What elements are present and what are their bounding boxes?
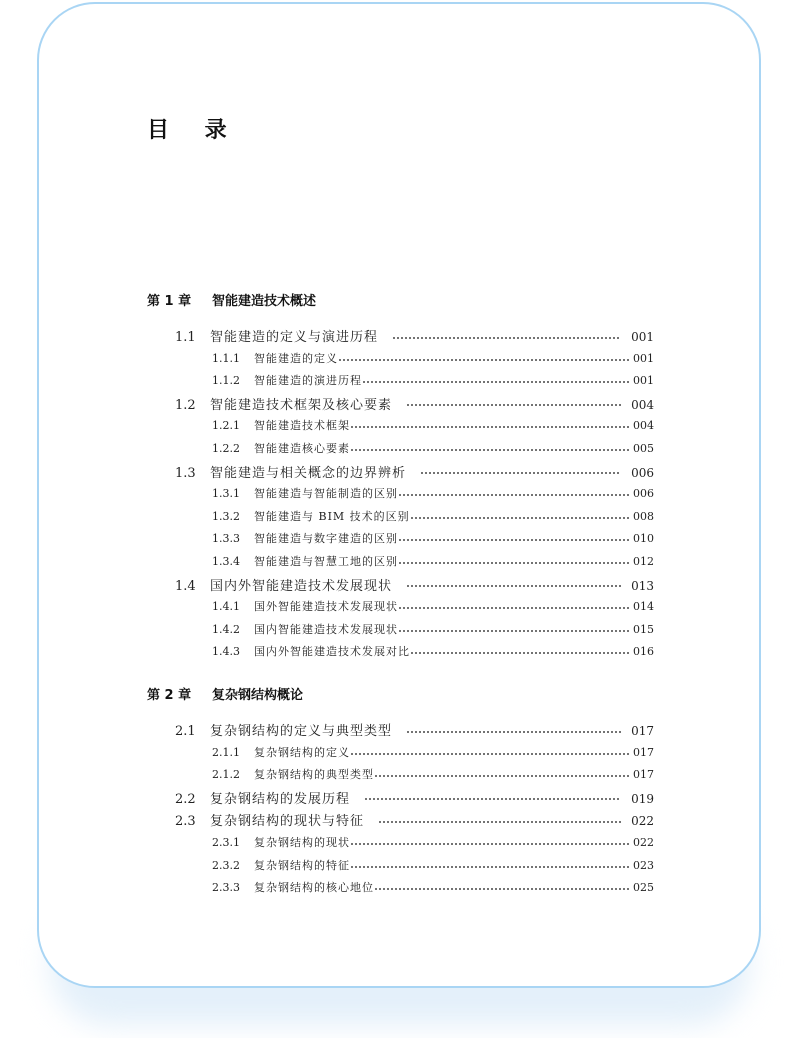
dot-leader [350,426,631,428]
page-number: 017 [633,745,654,759]
chapter-title: 智能建造技术概述 [212,294,317,309]
subsection-title: 国外智能建造技术发展现状 [254,600,398,614]
section-number: 1.3 [175,465,196,481]
dot-leader [392,337,621,339]
subsection-number: 1.4.2 [212,622,240,636]
toc-subsection-entry[interactable] [212,766,654,782]
subsection-number: 1.4.3 [212,645,240,659]
dot-leader [398,630,631,632]
subsection-title: 复杂钢结构的特征 [254,858,350,872]
page-number: 012 [633,555,654,568]
page-number: 005 [633,442,654,455]
dot-leader [410,517,631,519]
dot-leader [398,562,631,564]
page-number: 001 [631,330,654,344]
subsection-title: 国内智能建造技术发展现状 [254,622,398,636]
subsection-title: 智能建造的演进历程 [254,374,362,388]
dot-leader [406,585,621,587]
toc-subsection-entry[interactable] [212,530,654,546]
subsection-number: 1.3.2 [212,509,240,523]
dot-leader [398,539,631,541]
toc-subsection-entry[interactable] [212,879,654,895]
section-title: 国内外智能建造技术发展现状 [210,578,393,594]
section-title: 复杂钢结构的定义与典型类型 [210,724,393,739]
toc-subsection-entry[interactable] [212,621,654,637]
page-title: 目 录 [147,118,241,143]
page-number: 025 [633,881,654,895]
subsection-title: 复杂钢结构的典型类型 [254,768,374,782]
section-title: 智能建造与相关概念的边界辨析 [210,465,407,481]
dot-leader [350,449,631,451]
toc-subsection-entry[interactable] [212,440,654,456]
dot-leader [350,866,631,868]
chapter-number: 第 2 章 [147,688,192,703]
toc-subsection-entry[interactable] [212,508,654,524]
section-number: 1.4 [175,578,196,594]
dot-leader [378,821,621,823]
subsection-title: 智能建造的定义 [254,351,338,365]
subsection-number: 2.1.2 [212,768,240,782]
subsection-number: 2.3.3 [212,881,240,895]
section-number: 2.3 [175,814,196,830]
page-number: 022 [631,814,654,829]
toc-subsection-entry[interactable] [212,350,654,366]
page-number: 001 [633,374,654,388]
page-number: 016 [633,645,654,659]
page-number: 004 [633,419,654,433]
toc-section-entry[interactable] [175,720,654,739]
toc-subsection-entry[interactable] [212,598,654,614]
section-title: 智能建造技术框架及核心要素 [210,397,393,413]
subsection-number: 1.1.2 [212,374,240,388]
subsection-title: 复杂钢结构的现状 [254,836,350,849]
subsection-title: 智能建造与数字建造的区别 [254,532,398,546]
section-number: 2.2 [175,791,196,807]
subsection-title: 智能建造技术框架 [254,419,350,433]
dot-leader [420,472,621,474]
subsection-number: 1.3.1 [212,487,240,501]
section-number: 2.1 [175,724,196,739]
toc-subsection-entry[interactable] [212,834,654,850]
dot-leader [406,404,621,406]
section-title: 复杂钢结构的发展历程 [210,791,351,807]
toc-section-entry[interactable] [175,810,654,829]
chapter-heading[interactable] [147,684,303,703]
section-title: 智能建造的定义与演进历程 [210,330,379,345]
subsection-number: 1.3.3 [212,532,240,546]
dot-leader [410,652,631,654]
section-number: 1.2 [175,397,196,413]
page-number: 023 [633,858,654,872]
subsection-number: 1.1.1 [212,351,240,365]
subsection-title: 智能建造与智能制造的区别 [254,487,398,501]
page-number: 006 [631,465,654,480]
page-number: 006 [633,487,654,501]
subsection-number: 1.3.4 [212,555,240,568]
toc-subsection-entry[interactable] [212,643,654,659]
chapter-heading[interactable] [147,290,316,309]
page-number: 019 [631,791,654,806]
dot-leader [374,775,631,777]
subsection-title: 智能建造与智慧工地的区别 [254,555,398,568]
subsection-title: 复杂钢结构的核心地位 [254,881,374,895]
subsection-number: 2.3.1 [212,836,240,849]
page-number: 001 [633,351,654,365]
dot-leader [362,381,631,383]
page-number: 014 [633,600,654,614]
page-number: 008 [633,509,654,523]
toc-section-entry[interactable] [175,394,654,413]
subsection-number: 1.2.1 [212,419,240,433]
chapter-number: 第 1 章 [147,294,192,309]
toc-section-entry[interactable] [175,575,654,594]
subsection-title: 智能建造与 BIM 技术的区别 [254,509,410,523]
page-number: 017 [633,768,654,782]
toc-subsection-entry[interactable] [212,372,654,388]
section-title: 复杂钢结构的现状与特征 [210,814,365,830]
toc-subsection-entry[interactable] [212,553,654,569]
section-number: 1.1 [175,330,196,345]
dot-leader [398,607,631,609]
toc-subsection-entry[interactable] [212,485,654,501]
page-number: 013 [631,578,654,593]
dot-leader [350,843,631,845]
dot-leader [398,494,631,496]
toc-subsection-entry[interactable] [212,417,654,433]
subsection-number: 2.1.1 [212,745,240,759]
dot-leader [338,359,631,361]
page-number: 017 [631,724,654,738]
dot-leader [350,753,631,755]
toc-subsection-entry[interactable] [212,744,654,760]
subsection-title: 国内外智能建造技术发展对比 [254,645,410,659]
chapter-title: 复杂钢结构概论 [212,688,304,703]
page-number: 022 [633,836,654,849]
subsection-number: 1.4.1 [212,600,240,614]
toc-section-entry[interactable] [175,462,654,481]
toc-section-entry[interactable] [175,788,654,807]
page-number: 015 [633,622,654,636]
page-number: 004 [631,397,654,412]
toc-subsection-entry[interactable] [212,857,654,873]
dot-leader [406,731,621,733]
subsection-title: 复杂钢结构的定义 [254,745,350,759]
subsection-title: 智能建造核心要素 [254,442,350,455]
subsection-number: 2.3.2 [212,858,240,872]
toc-section-entry[interactable] [175,326,654,345]
subsection-number: 1.2.2 [212,442,240,455]
dot-leader [364,798,621,800]
dot-leader [374,888,631,890]
page-number: 010 [633,532,654,546]
